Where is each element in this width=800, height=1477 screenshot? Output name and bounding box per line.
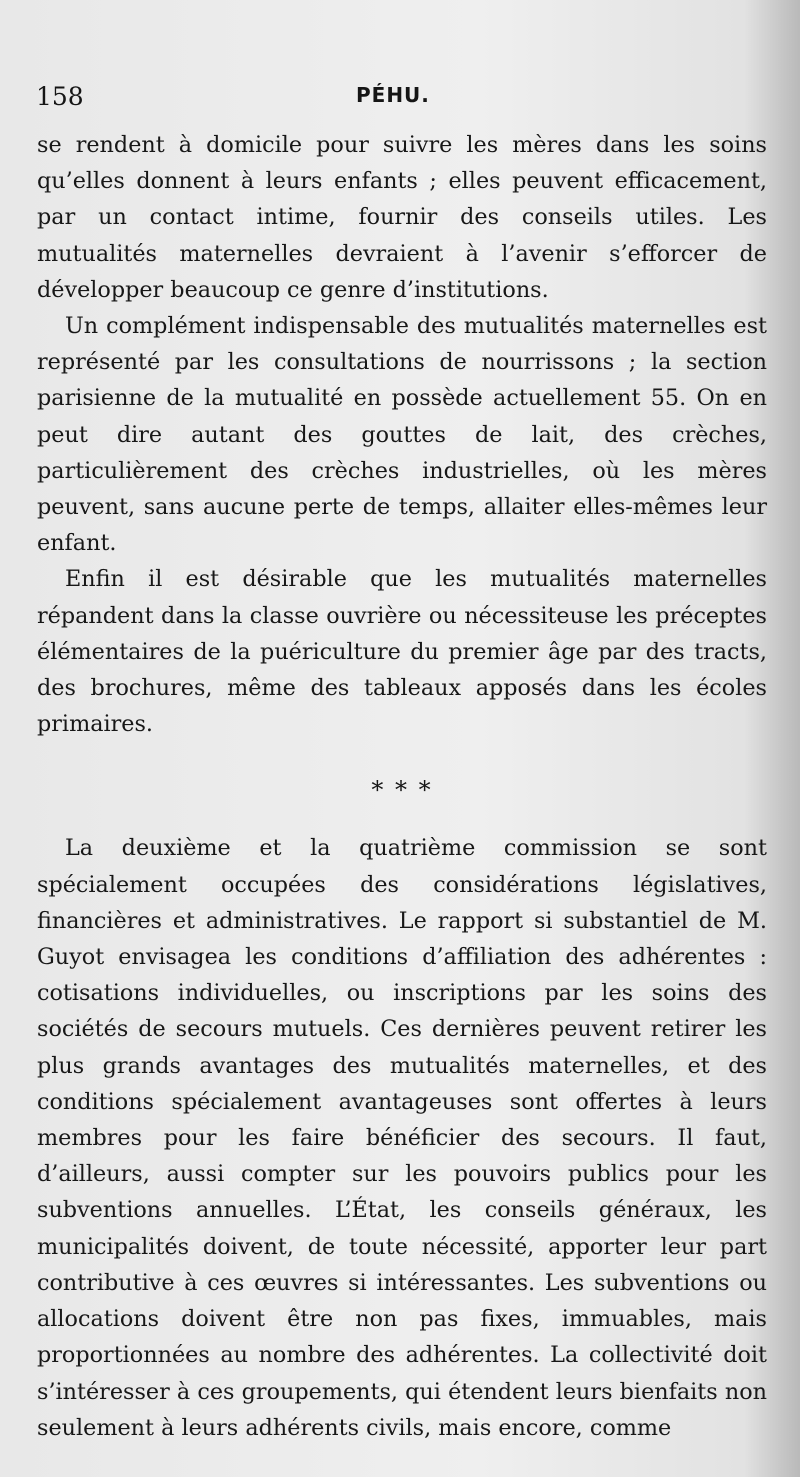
paragraph-1: se rendent à domicile pour suivre les mères dans les soins qu’elles donnent à leurs enfants ; elles peuvent efficacement, par un contact intime, fournir des conseils utiles. Les mutualités maternelles devraient à l’avenir s’efforcer de développer beaucoup ce genre d’institutions. (37, 132, 767, 303)
paragraph-4: La deuxième et la quatrième commission se sont spécialement occupées des considérations législatives, financières et administratives. Le rapport si substantiel de M. Guyot envisagea les conditions d’affiliation des adhérentes : cotisations individuelles, ou inscriptions par les soins des sociétés de secours mutuels. Ces dernières peuvent retirer les plus grands avantages des mutualités maternelles, et des conditions spécialement avantageuses sont offertes à leurs membres pour les faire bénéficier des secours. Il faut, d’ailleurs, aussi compter sur les pouvoirs publics pour les subventions annuelles. L’État, les conseils généraux, les municipalités doivent, de toute nécessité, apporter leur part contributive à ces œuvres si intéressantes. Les subventions ou allocations doivent être non pas fixes, immuables, mais proportionnées au nombre des adhérentes. La collectivité doit s’intéresser à ces groupements, qui étendent leurs bienfaits non seulement à leurs adhérents civils, mais encore, comme (37, 835, 767, 1441)
page-header (36, 82, 756, 116)
running-head: PÉHU. (356, 83, 430, 107)
paragraph-2: Un complément indispensable des mutualités maternelles est représenté par les consultations de nourrissons ; la section parisienne de la mutualité en possède actuellement 55. On en peut dire autant des gouttes de lait, des crèches, particulièrement des crèches industrielles, où les mères peuvent, sans aucune perte de temps, allaiter elles-mêmes leur enfant. (37, 313, 767, 557)
body-text (37, 127, 767, 1446)
paragraph-3: Enfin il est désirable que les mutualités maternelles répandent dans la classe ouvrière ou nécessiteuse les préceptes élémentaires de la puériculture du premier âge par des tracts, des brochures, même des tableaux apposés dans les écoles primaires. (37, 566, 767, 738)
asterism: * * * (371, 776, 433, 805)
section-break-ornament (37, 742, 767, 830)
page-number: 158 (36, 82, 84, 111)
